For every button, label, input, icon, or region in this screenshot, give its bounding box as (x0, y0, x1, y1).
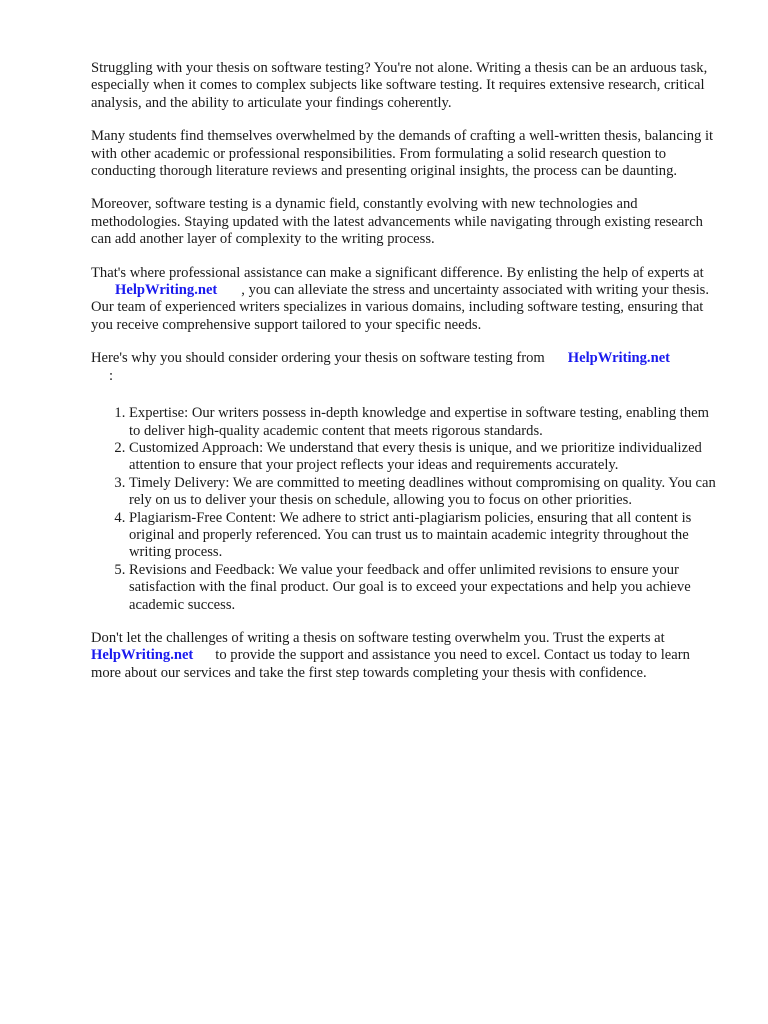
list-item: 3. Timely Delivery: We are committed to meeting deadlines without compromising on quality. You can rely on us to deliver your thesis on schedule, allowing you to focus on other priorities. (129, 475, 723, 510)
paragraph-professional-assistance (91, 265, 723, 335)
paragraph-why-order-colon: : (109, 367, 114, 384)
list-item: 2. Customized Approach: We understand that every thesis is unique, and we prioritize individualized attention to ensure that your project reflects your ideas and requirements accurately. (129, 440, 723, 475)
paragraph-professional-assistance-lead: That's where professional assistance can make a significant difference. By enlisting the help of experts at (91, 264, 704, 281)
paragraph-closing (91, 630, 723, 682)
helpwriting-link-1[interactable]: HelpWriting.net (115, 282, 218, 299)
document-page (91, 60, 723, 698)
paragraph-dynamic-field: Moreover, software testing is a dynamic field, constantly evolving with new technologies and methodologies. Staying updated with the latest advancements while navigating through existing research can add another layer of complexity to the writing process. (91, 196, 703, 248)
reasons-list (91, 405, 723, 614)
paragraph-professional-assistance-rest: , you can alleviate the stress and uncertainty associated with writing your thesis. Our team of experienced writers specializes in various domains, including software testing, ensuring that you receive comprehensive support tailored to your specific needs. (91, 282, 709, 333)
list-item: 4. Plagiarism-Free Content: We adhere to strict anti-plagiarism policies, ensuring that all content is original and properly referenced. You can trust us to maintain academic integrity throughout the writing process. (129, 510, 723, 562)
list-item: 1. Expertise: Our writers possess in-depth knowledge and expertise in software testing, enabling them to deliver high-quality academic content that meets rigorous standards. (129, 405, 723, 440)
paragraph-closing-rest: to provide the support and assistance you need to excel. Contact us today to learn more about our services and take the first step towards completing your thesis with confidence. (91, 647, 690, 681)
paragraph-why-order (91, 350, 723, 385)
paragraph-closing-lead: Don't let the challenges of writing a thesis on software testing overwhelm you. Trust the experts at (91, 629, 665, 646)
paragraph-why-order-lead: Here's why you should consider ordering your thesis on software testing from (91, 350, 545, 367)
paragraph-overwhelmed: Many students find themselves overwhelmed by the demands of crafting a well-written thesis, balancing it with other academic or professional responsibilities. From formulating a solid research question to conducting thorough literature reviews and presenting original insights, the process can be daunting. (91, 128, 714, 180)
helpwriting-link-3[interactable]: HelpWriting.net (91, 647, 194, 664)
paragraph-intro: Struggling with your thesis on software testing? You're not alone. Writing a thesis can be an arduous task, especially when it comes to complex subjects like software testing. It requires extensive research, critical analysis, and the ability to articulate your findings coherently. (91, 60, 708, 111)
helpwriting-link-2[interactable]: HelpWriting.net (567, 350, 671, 367)
list-item: 5. Revisions and Feedback: We value your feedback and offer unlimited revisions to ensure your satisfaction with the final product. Our goal is to exceed your expectations and help you achieve academic success. (129, 562, 723, 614)
